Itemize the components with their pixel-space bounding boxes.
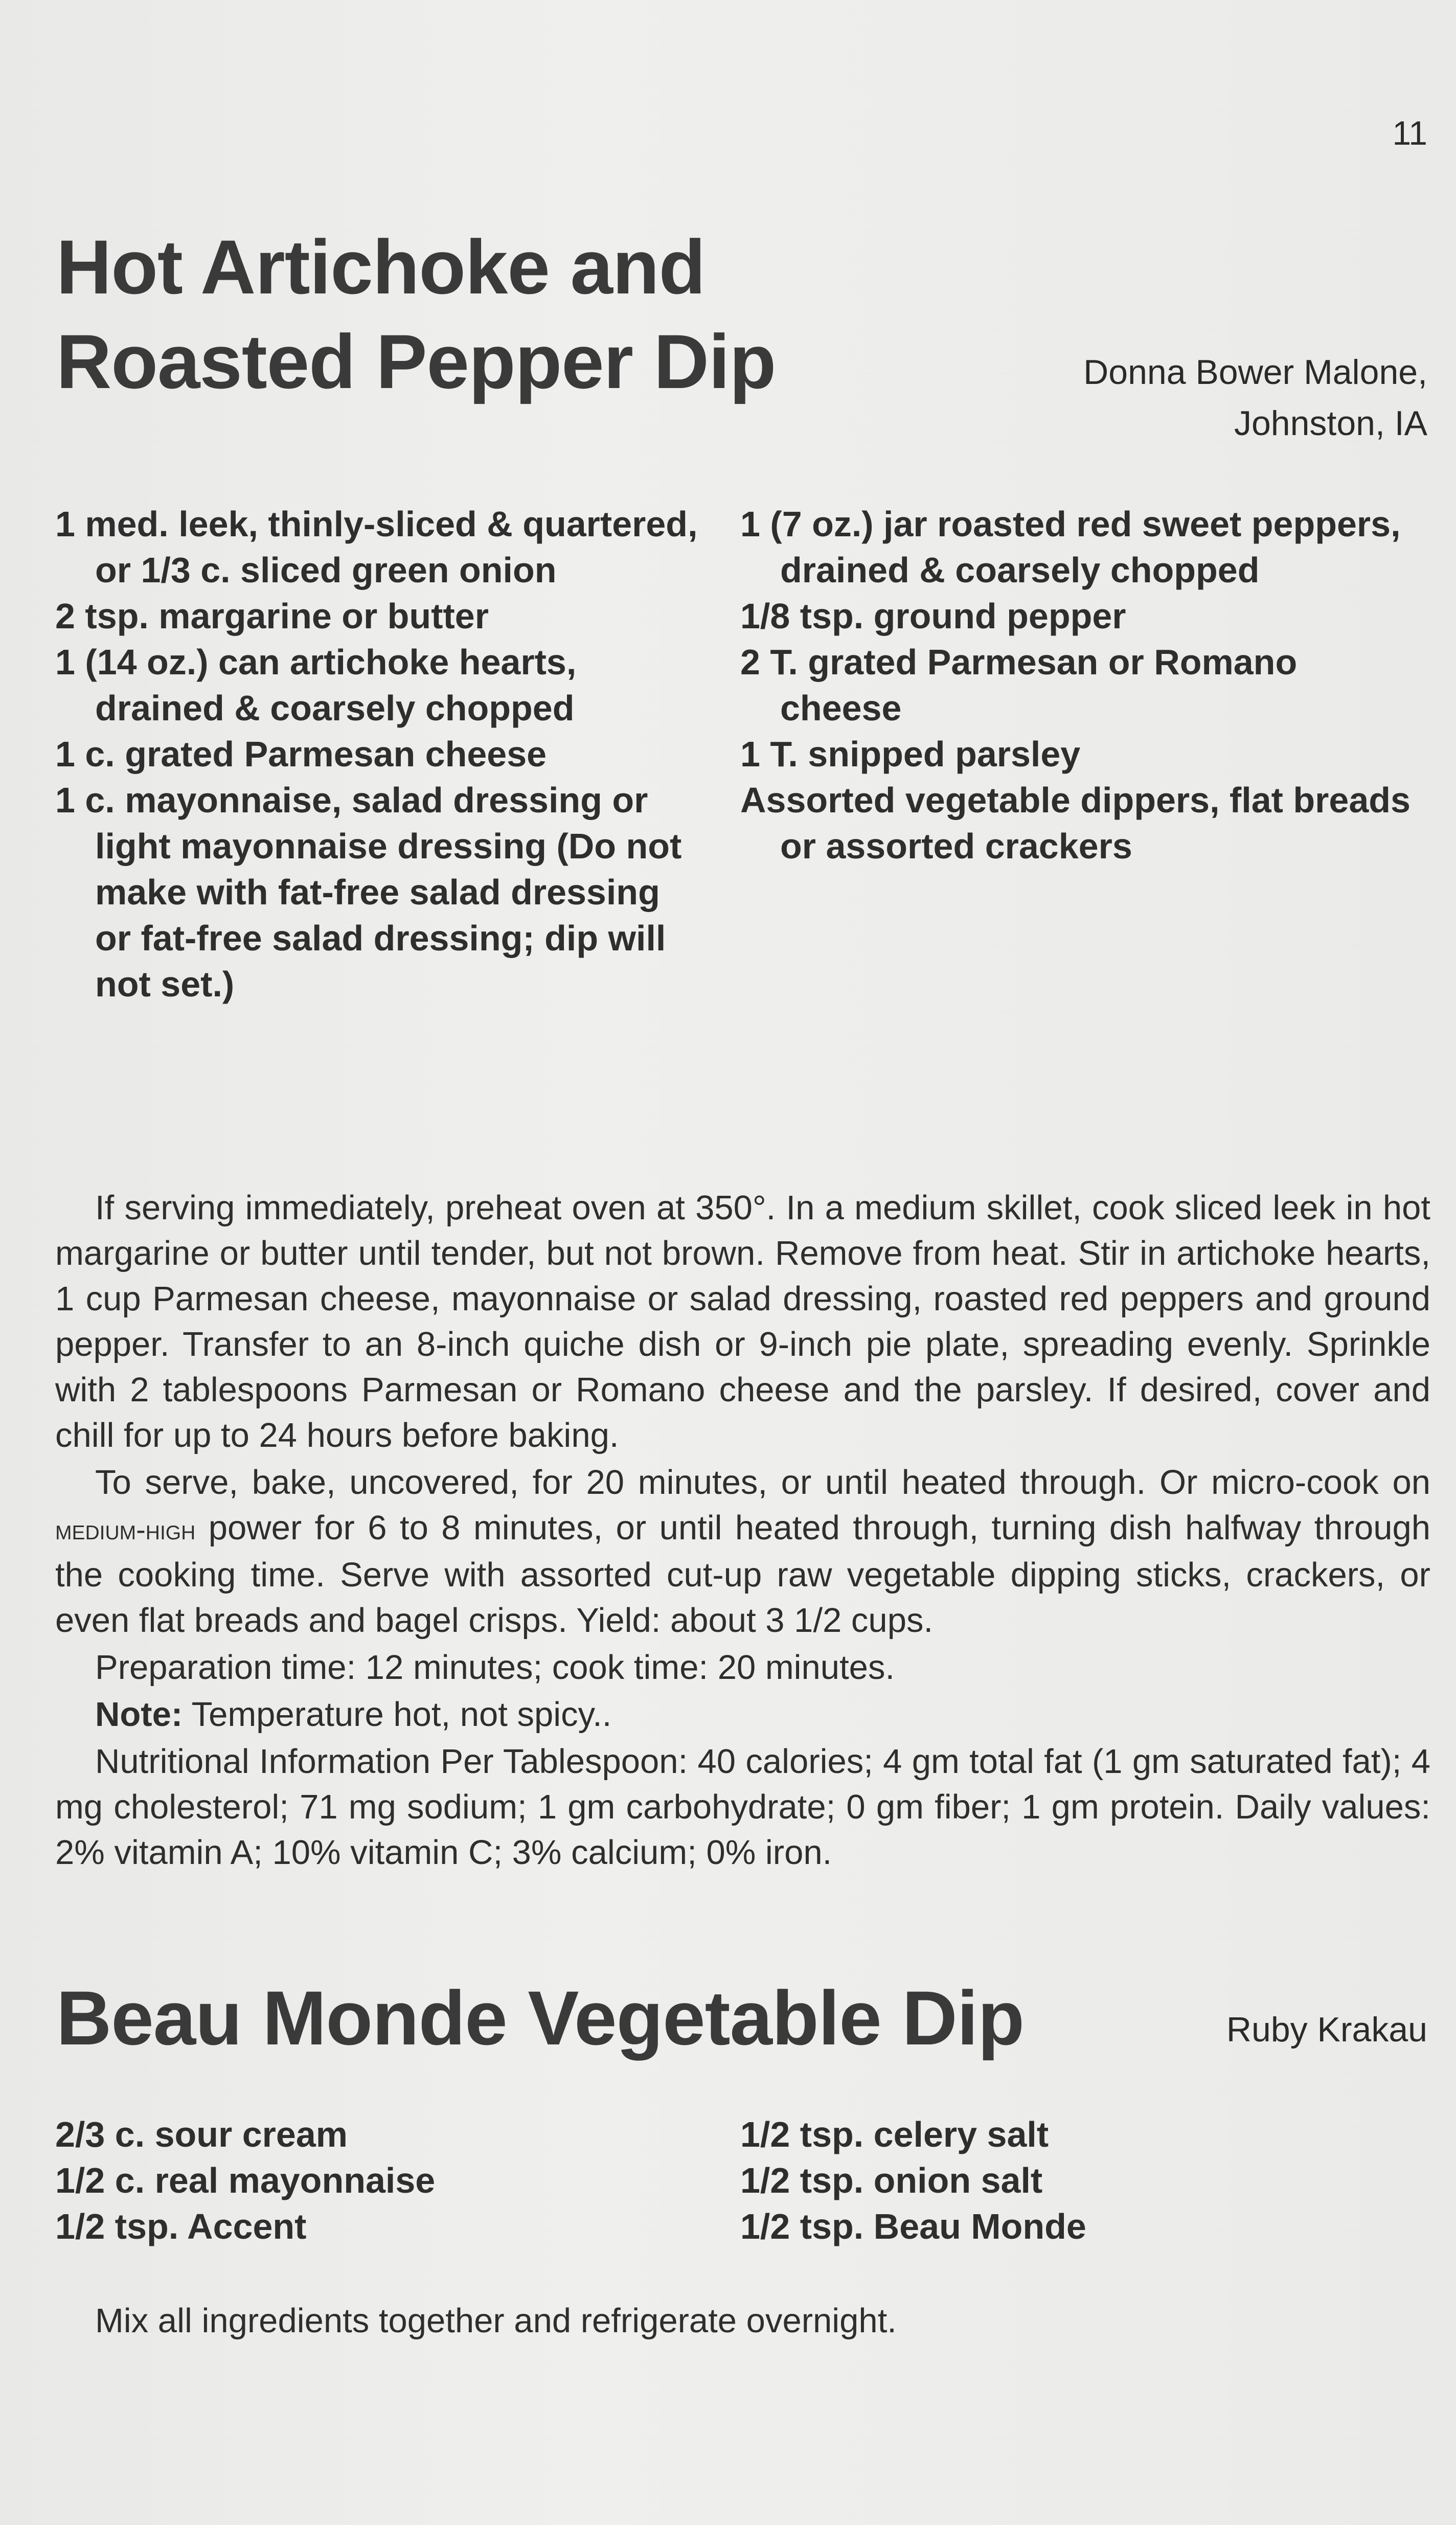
recipe-title-line: Beau Monde Vegetable Dip — [56, 1975, 1025, 2061]
recipe-instructions — [55, 1185, 1430, 1877]
ingredient-item: 1 c. mayonnaise, salad dressing or light mayonnaise dressing (Do not make with fat-free salad dressing or fat-free salad dressing; dip will not set.) — [55, 780, 682, 1004]
ingredient-item: 2/3 c. sour cream — [55, 2114, 348, 2154]
recipe-contributor — [1226, 2004, 1427, 2055]
instruction-paragraph: Mix all ingredients together and refrigerate overnight. — [95, 2302, 897, 2340]
recipe-title — [56, 1971, 1024, 2065]
ingredient-list-right — [740, 501, 1415, 869]
ingredient-item: 1/2 c. real mayonnaise — [55, 2160, 436, 2200]
recipe-title-line: Hot Artichoke and — [56, 224, 706, 310]
page-number: 11 — [1392, 114, 1427, 152]
nutritional-information: Nutritional Information Per Tablespoon: 40 calories; 4 gm total fat (1 gm saturated fat); 4 mg cholesterol; 71 mg sodium; 1 gm carbohydrate; 0 gm fiber; 1 gm protein. Daily values: 2% vitamin A; 10% vitamin C; 3% calcium; 0% iron. — [55, 1742, 1430, 1872]
instruction-text: To serve, bake, uncovered, for 20 minutes, or until heated through. Or micro-cook on — [95, 1463, 1430, 1502]
recipe-title — [56, 220, 776, 409]
ingredient-list-right — [740, 2111, 1415, 2249]
ingredient-item: 1/8 tsp. ground pepper — [740, 596, 1126, 636]
power-level: medium-high — [55, 1513, 196, 1545]
note-label: Note: — [95, 1695, 183, 1734]
instruction-paragraph: If serving immediately, preheat oven at 350°. In a medium skillet, cook sliced leek in hot margarine or butter until tender, but not brown. Remove from heat. Stir in artichoke hearts, 1 cup Parmesan cheese, mayonnaise or salad dressing, roasted red peppers and ground pepper. Transfer to an 8-inch quiche dish or 9-inch pie plate, spreading evenly. Sprinkle with 2 tablespoons Parmesan or Romano cheese and the parsley. If desired, cover and chill for up to 24 hours before baking. — [55, 1189, 1430, 1454]
ingredient-item: Assorted vegetable dippers, flat breads or assorted crackers — [740, 780, 1410, 866]
contributor-name: Ruby Krakau — [1226, 2010, 1427, 2049]
ingredient-item: 1 c. grated Parmesan cheese — [55, 734, 547, 774]
recipe-title-line: Roasted Pepper Dip — [56, 319, 776, 404]
ingredient-item: 1/2 tsp. celery salt — [740, 2114, 1049, 2154]
ingredient-item: 1 (14 oz.) can artichoke hearts, drained & coarsely chopped — [55, 642, 577, 728]
note-text: Temperature hot, not spicy.. — [191, 1695, 612, 1734]
ingredient-item: 1 (7 oz.) jar roasted red sweet peppers, drained & coarsely chopped — [740, 504, 1401, 590]
ingredient-list-left — [55, 501, 699, 1007]
ingredient-item: 1/2 tsp. Accent — [55, 2206, 307, 2246]
ingredient-item: 1/2 tsp. onion salt — [740, 2160, 1043, 2200]
ingredient-item: 1 med. leek, thinly-sliced & quartered, or 1/3 c. sliced green onion — [55, 504, 698, 590]
ingredient-list-left — [55, 2111, 699, 2249]
preparation-time: Preparation time: 12 minutes; cook time: 20 minutes. — [95, 1648, 895, 1687]
ingredient-item: 2 tsp. margarine or butter — [55, 596, 489, 636]
ingredient-item: 1 T. snipped parsley — [740, 734, 1081, 774]
instruction-text: power for 6 to 8 minutes, or until heated through, turning dish halfway through the cooking time. Serve with assorted cut-up raw vegetable dipping sticks, crackers, or even flat breads and bagel crisps. Yield: about 3 1/2 cups. — [55, 1509, 1431, 1640]
ingredient-item: 2 T. grated Parmesan or Romano cheese — [740, 642, 1298, 728]
contributor-name: Donna Bower Malone, — [1083, 353, 1427, 392]
recipe-contributor — [1083, 347, 1427, 449]
recipe-note — [55, 1692, 1430, 1737]
contributor-location: Johnston, IA — [1234, 404, 1427, 443]
ingredient-item: 1/2 tsp. Beau Monde — [740, 2206, 1086, 2246]
instruction-paragraph — [55, 1460, 1430, 1643]
recipe-instructions — [55, 2298, 1430, 2345]
